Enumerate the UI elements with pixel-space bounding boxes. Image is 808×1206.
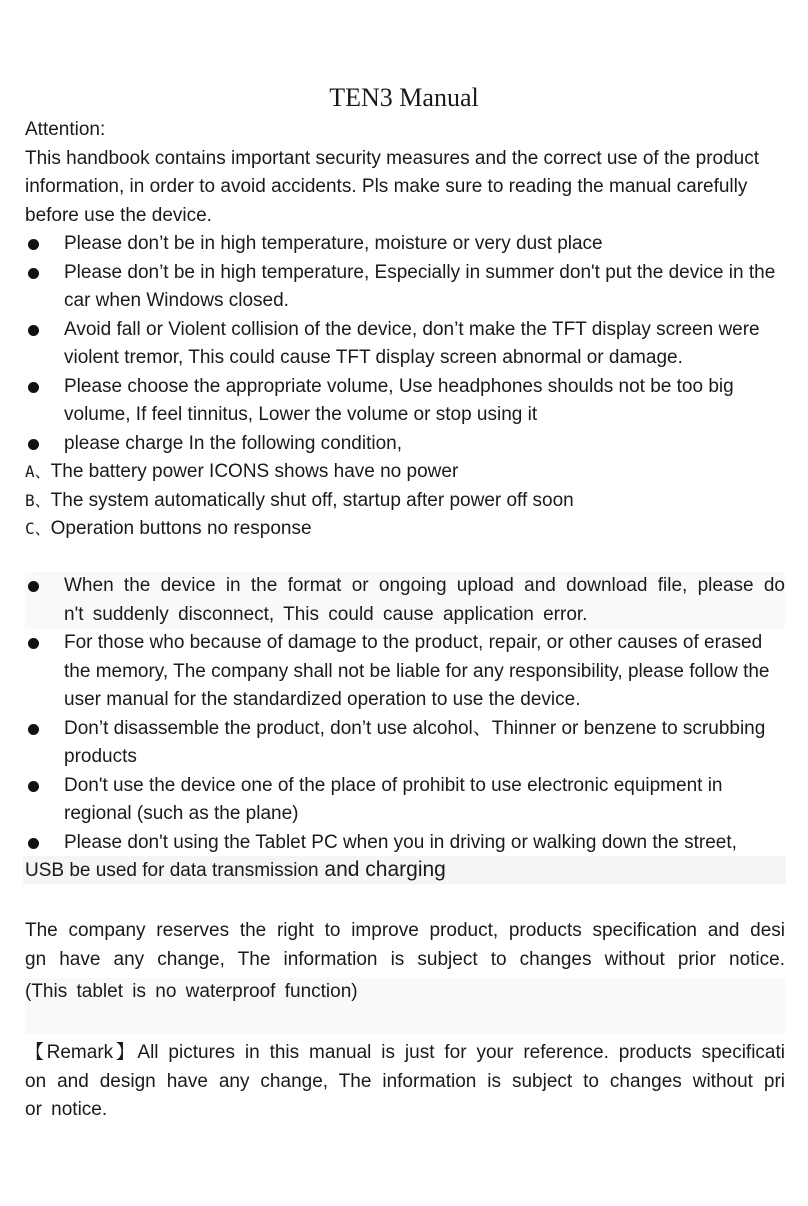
- bullet-icon: [25, 629, 64, 715]
- bullet-line: please charge In the following condition,: [64, 432, 403, 454]
- bullet-line: Please don’t be in high temperature, moisture or very dust place: [64, 233, 603, 254]
- bullet-icon: [25, 373, 64, 430]
- condition-text: The battery power ICONS shows have no power: [50, 461, 459, 482]
- upload-bullet: [25, 572, 785, 629]
- bullet-line: Please don’t be in high temperature, Especially in summer don't put the device in the: [64, 261, 776, 283]
- bullet-line: violent tremor, This could cause TFT display screen abnormal or damage.: [64, 347, 683, 368]
- bullet-icon: [25, 572, 64, 629]
- bullet-line: car when Windows closed.: [64, 290, 289, 311]
- usb-text-tail: and charging: [318, 858, 446, 881]
- bullet-icon: [25, 230, 64, 259]
- intro-line: This handbook contains important security measures and the correct use of the product: [25, 147, 760, 169]
- attention-label: Attention:: [25, 119, 106, 140]
- intro-line: before use the device.: [25, 204, 212, 226]
- waterproof-text: (This tablet is no waterproof function): [25, 981, 358, 1002]
- condition-prefix: A、: [25, 462, 51, 481]
- condition-item: [25, 458, 785, 487]
- bullet-icon: [25, 316, 64, 373]
- company-notice: [25, 917, 785, 974]
- bullet-item: [25, 629, 785, 715]
- remark-line: on and design have any change, The information is subject to changes without pri: [25, 1070, 785, 1092]
- condition-prefix: C、: [25, 519, 51, 538]
- bullet-item: [25, 772, 785, 829]
- bullet-item: [25, 230, 785, 259]
- bullet-icon: [25, 715, 64, 772]
- remark-line: or notice.: [25, 1099, 108, 1120]
- usb-line: [23, 856, 786, 884]
- bullet-line: Avoid fall or Violent collision of the device, don’t make the TFT display screen were: [64, 318, 760, 340]
- bullet-line: products: [64, 746, 137, 767]
- bullet-line: When the device in the format or ongoing upload and download file, please do: [64, 575, 785, 596]
- bullet-line: For those who because of damage to the product, repair, or other causes of erased: [64, 632, 763, 653]
- bullet-item: [25, 259, 785, 316]
- bullet-line: Don't use the device one of the place of prohibit to use electronic equipment in: [64, 774, 723, 796]
- condition-item: [25, 515, 785, 544]
- notice-line: gn have any change, The information is subject to changes without prior notice.: [25, 948, 785, 970]
- bullet-line: n't suddenly disconnect, This could cause application error.: [64, 603, 588, 625]
- page-title: TEN3 Manual: [329, 83, 479, 112]
- intro-section: [25, 116, 785, 230]
- remark-section: [25, 1039, 785, 1125]
- condition-text: Operation buttons no response: [50, 518, 312, 539]
- bullet-item: [25, 572, 785, 629]
- safety-bullets: [25, 230, 785, 544]
- bullet-line: the memory, The company shall not be liable for any responsibility, please follow the: [64, 660, 770, 682]
- bullet-line: regional (such as the plane): [64, 803, 299, 824]
- bullet-line: user manual for the standardized operation to use the device.: [64, 689, 581, 710]
- bullet-line: volume, If feel tinnitus, Lower the volume or stop using it: [64, 404, 538, 425]
- remark-line: 【Remark】All pictures in this manual is just for your reference. products specificati: [25, 1042, 785, 1063]
- waterproof-note: [25, 978, 785, 1034]
- bullet-item: [25, 316, 785, 373]
- bullet-item: [25, 430, 785, 459]
- condition-item: [25, 487, 785, 516]
- intro-line: information, in order to avoid accidents. Pls make sure to reading the manual carefully: [25, 176, 748, 197]
- bullet-icon: [25, 430, 64, 459]
- bullet-item: [25, 829, 785, 858]
- usb-text: USB be used for data transmission: [25, 860, 319, 881]
- bullet-icon: [25, 829, 64, 858]
- bullet-line: Please choose the appropriate volume, Use headphones shoulds not be too big: [64, 375, 734, 397]
- condition-text: The system automatically shut off, startup after power off soon: [50, 489, 574, 511]
- bullet-item: [25, 373, 785, 430]
- bullet-line: Don’t disassemble the product, don’t use alcohol、Thinner or benzene to scrubbing: [64, 717, 766, 739]
- bullet-item: [25, 715, 785, 772]
- condition-prefix: B、: [25, 490, 51, 510]
- bullet-icon: [25, 259, 64, 316]
- care-bullets: [25, 629, 785, 857]
- bullet-line: Please don't using the Tablet PC when you in driving or walking down the street,: [64, 831, 737, 853]
- notice-line: The company reserves the right to improve product, products specification and desi: [25, 920, 785, 941]
- bullet-icon: [25, 772, 64, 829]
